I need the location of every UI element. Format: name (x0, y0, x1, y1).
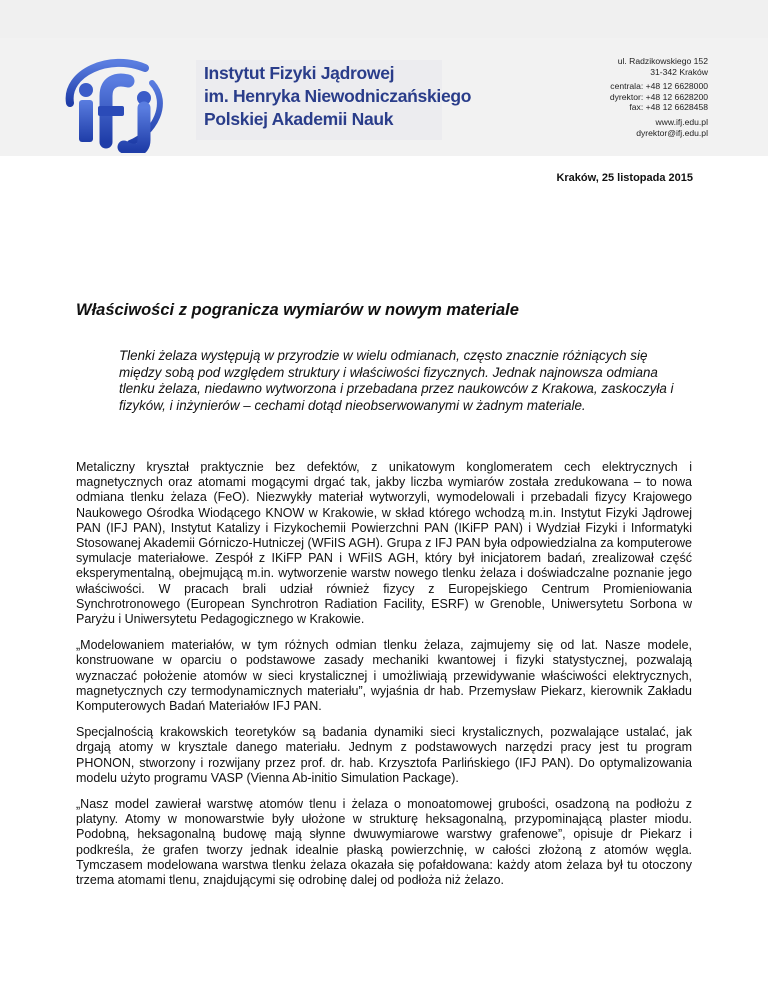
body-paragraph: Metaliczny kryształ praktycznie bez defektów, z unikatowym konglomeratem cech elektrycznych i magnetycznych oraz atomami mogącymi drgać tak, jakby liczba wymiarów została zredukowana – to nowa odmiana tlenku żelaza (FeO). Niezwykły materiał wytworzyli, wymodelowali i przebadali fizycy Krajowego Naukowego Ośrodka Wiodącego KNOW w Krakowie, w skład którego wchodzą m.in. Instytut Fizyki Jądrowej PAN (IFJ PAN), Instytut Katalizy i Fizykochemii Powierzchni PAN (IKiFP PAN) i Wydział Fizyki i Informatyki Stosowanej Akademii Górniczo-Hutniczej (WFiIS AGH). Grupa z IFJ PAN była odpowiedzialna za komputerowe symulacje materiałowe. Zespół z IKiFP PAN i WFiIS AGH, który był inicjatorem badań, zrealizował część eksperymentalną, obejmującą m.in. wytworzenie warstw nowego tlenku żelaza i doświadczalne poznanie jego właściwości. W pracach brali udział również fizycy z Europejskiego Centrum Promieniowania Synchrotronowego (European Synchrotron Radiation Facility, ESRF) w Grenoble, Uniwersytetu Sorbona w Paryżu i Uniwersytetu Pedagogicznego w Krakowie. (76, 460, 692, 627)
article-body (76, 460, 692, 899)
ifj-logo-icon (60, 48, 180, 153)
phone-line: centrala: +48 12 6628000 (610, 81, 708, 92)
institute-name-line: im. Henryka Niewodniczańskiego (204, 86, 472, 106)
contact-block (610, 56, 708, 138)
page-title: Właściwości z pogranicza wymiarów w nowym materiale (76, 301, 519, 319)
lead-paragraph: Tlenki żelaza występują w przyrodzie w wielu odmianach, często znacznie różniących się między sobą pod względem struktury i właściwości fizycznych. Jednak najnowsza odmiana tlenku żelaza, niedawno wytworzona i przebadana przez naukowców z Krakowa, zaskoczyła i fizyków, i inżynierów – cechami dotąd nieobserwowanymi w żadnym materiale. (119, 348, 674, 413)
letterhead (0, 38, 768, 156)
institute-name-line: Instytut Fizyki Jądrowej (204, 63, 395, 83)
top-margin (0, 0, 768, 38)
phone-line: fax: +48 12 6628458 (629, 102, 708, 113)
body-paragraph: „Nasz model zawierał warstwę atomów tlenu i żelaza o monoatomowej grubości, osadzoną na podłożu z platyny. Atomy w monowarstwie były ułożone w strukturę heksagonalną, przypominającą plaster miodu. Podobną, heksagonalną budowę mają słynne dwuwymiarowe warstwy grafenowe”, opisuje dr Piekarz i podkreśla, że grafen tworzy jednak idealnie płaską powierzchnię, w całości złożoną z atomów węgla. Tymczasem modelowana warstwa tlenku żelaza okazała się pofałdowana: każdy atom żelaza był tu otoczony trzema atomami tlenu, znajdującymi się odrobinę dalej od podłoża niż żelazo. (76, 797, 692, 888)
institute-name (196, 60, 472, 140)
address-line: 31-342 Kraków (650, 66, 708, 77)
document-date: Kraków, 25 listopada 2015 (556, 172, 693, 184)
body-paragraph: Specjalnością krakowskich teoretyków są badania dynamiki sieci krystalicznych, pozwalające ustalać, jak drgają atomy w krysztale danego materiału. Jednym z podstawowych narzędzi pracy jest tu program PHONON, stworzony i rozwijany przez prof. dr. hab. Krzysztofa Parlińskiego (IFJ PAN). Do optymalizowania modelu użyto programu VASP (Vienna Ab-initio Simulation Package). (76, 725, 692, 785)
website-link[interactable]: www.ifj.edu.pl (655, 116, 708, 127)
address-line: ul. Radzikowskiego 152 (617, 56, 708, 66)
institute-name-line: Polskiej Akademii Nauk (204, 109, 394, 129)
body-paragraph: „Modelowaniem materiałów, w tym różnych odmian tlenku żelaza, zajmujemy się od lat. Nasze modele, konstruowane w oparciu o podstawowe zasady mechaniki kwantowej i fizyki statystycznej, pozwalają wyznaczać położenie atomów w sieci krystalicznej i umożliwiają przewidywanie właściwości elektrycznych, magnetycznych czy termodynamicznych materiału”, wyjaśnia dr hab. Przemysław Piekarz, kierownik Zakładu Komputerowych Badań Materiałów IFJ PAN. (76, 638, 692, 714)
phone-line: dyrektor: +48 12 6628200 (609, 91, 708, 102)
email-link[interactable]: dyrektor@ifj.edu.pl (636, 127, 708, 138)
